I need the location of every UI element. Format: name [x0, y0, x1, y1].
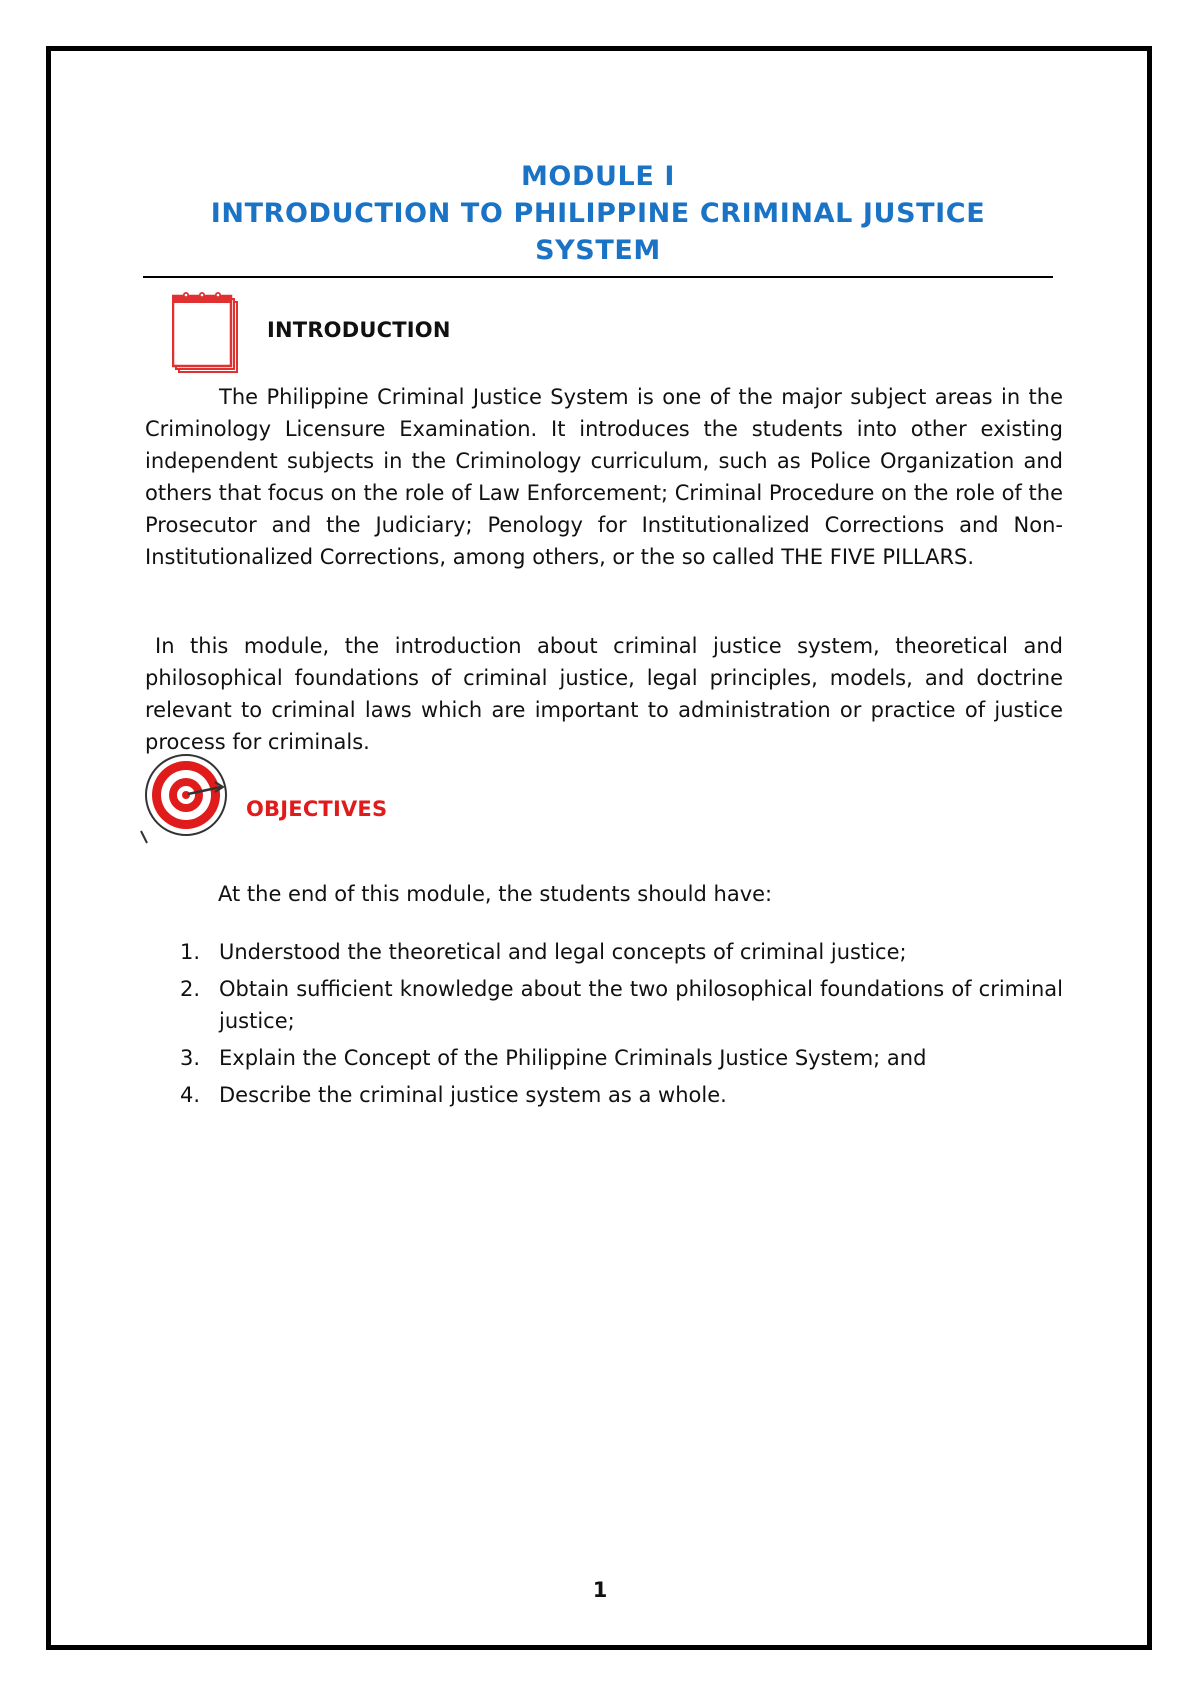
- module-header: [143, 158, 1053, 269]
- module-label: MODULE I: [520, 161, 676, 192]
- notepad-icon: [172, 292, 244, 376]
- objectives-lead-in: At the end of this module, the students should have:: [218, 882, 773, 906]
- page-number: 1: [592, 1578, 608, 1602]
- objective-text: Describe the criminal justice system as a whole.: [219, 1083, 727, 1107]
- objective-text: Obtain sufficient knowledge about the two philosophical foundations of criminal justice;: [219, 977, 1063, 1033]
- objective-number: 4.: [180, 1083, 201, 1107]
- objective-number: 1.: [180, 940, 201, 964]
- objective-number: 3.: [180, 1046, 201, 1070]
- objective-item: [172, 973, 1063, 1037]
- objective-text: Explain the Concept of the Philippine Criminals Justice System; and: [219, 1046, 927, 1070]
- introduction-heading: INTRODUCTION: [267, 318, 451, 342]
- objective-text: Understood the theoretical and legal concepts of criminal justice;: [219, 940, 907, 964]
- module-title-line-1: INTRODUCTION TO PHILIPPINE CRIMINAL JUSTICE: [210, 198, 986, 229]
- objectives-list: [172, 936, 1063, 1116]
- objective-item: [172, 1079, 1063, 1111]
- objectives-heading: OBJECTIVES: [246, 797, 388, 821]
- target-icon: [139, 753, 235, 845]
- introduction-paragraph-1: The Philippine Criminal Justice System is one of the major subject areas in the Criminology Licensure Examination. It introduces the students into other existing independent subjects in the Criminology curriculum, such as Police Organization and others that focus on the role of Law Enforcement; Criminal Procedure on the role of the Prosecutor and the Judiciary; Penology for Institutionalized Corrections and Non-Institutionalized Corrections, among others, or the so called THE FIVE PILLARS.: [145, 385, 1063, 569]
- objective-item: [172, 936, 1063, 968]
- objective-item: [172, 1042, 1063, 1074]
- header-divider: [143, 276, 1053, 278]
- introduction-paragraph-2: In this module, the introduction about criminal justice system, theoretical and philosophical foundations of criminal justice, legal principles, models, and doctrine relevant to criminal laws which are important to administration or practice of justice process for criminals.: [145, 634, 1063, 754]
- page-border: [46, 46, 1152, 1650]
- objective-number: 2.: [180, 977, 201, 1001]
- module-title-line-2: SYSTEM: [535, 235, 661, 266]
